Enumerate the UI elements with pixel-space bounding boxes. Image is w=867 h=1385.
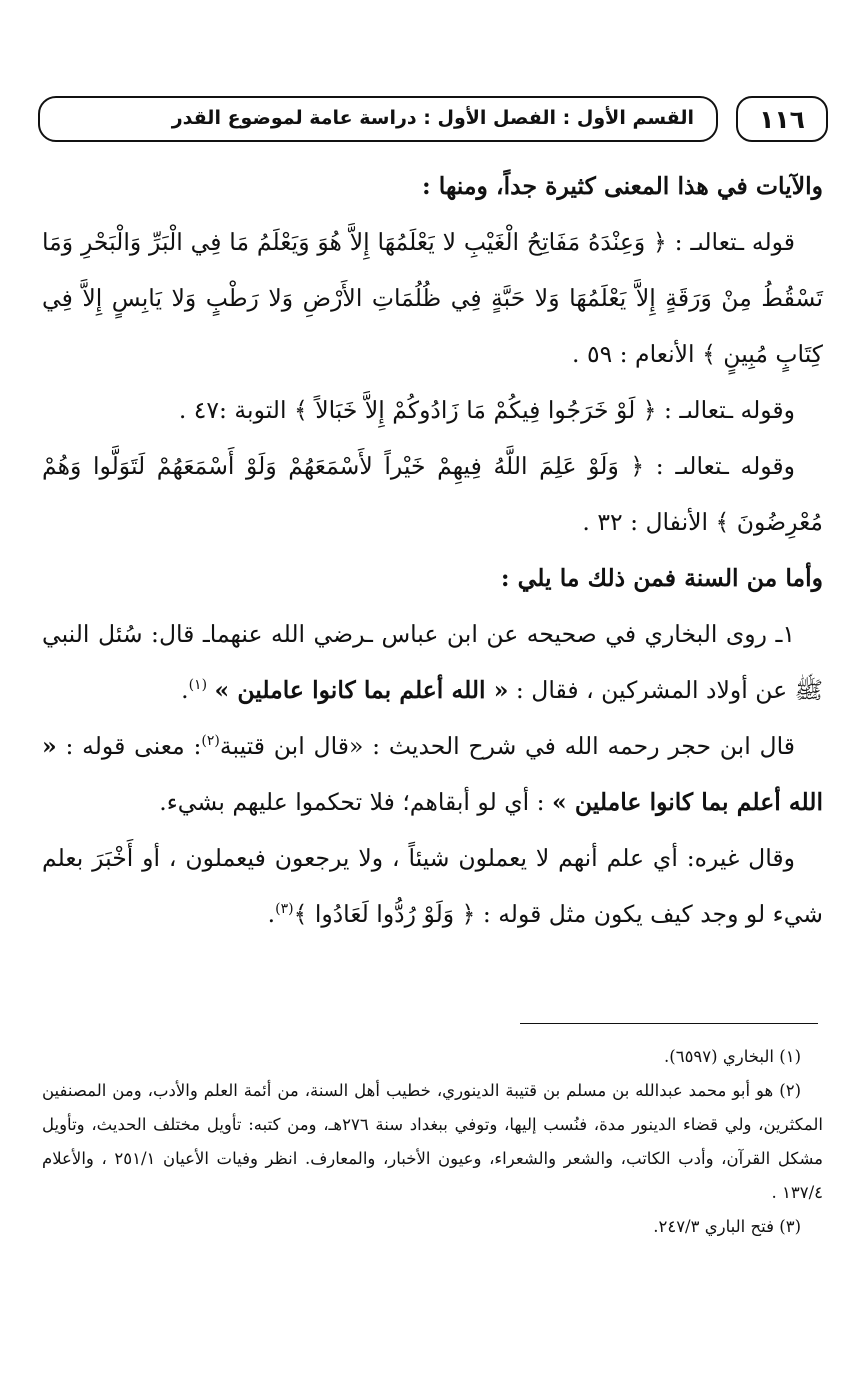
verse-reference: الأنفال : ٣٢ . (582, 508, 716, 536)
hadith-quote: « الله أعلم بما كانوا عاملين » (42, 732, 823, 816)
paragraph-verse-tawba (42, 382, 823, 438)
paragraph-sunnah-heading: وأما من السنة فمن ذلك ما يلي : (500, 564, 823, 592)
footnote-ref-3: (٣) (275, 901, 294, 918)
footnote-ref-2: (٢) (201, 733, 220, 750)
footnote-2: (٢) هو أبو محمد عبدالله بن مسلم بن قتيبة الدينوري، خطيب أهل السنة، من أئمة العلم والأدب، ومن المصنفين المكثرين، ولي قضاء الدينور مدة، فنُسب إليها، وتوفي ببغداد سنة ٢٧٦هـ، ومن كتبه: تأويل مختلف الحديث، وتأويل مشكل القرآن، وأدب الكاتب، والشعر والشعراء، وعيون الأخبار، والمعارف. انظر وفيات الأعيان ٢٥١/١ ، والأعلام ١٣٧/٤ . (42, 1081, 823, 1202)
commentary-text: : أي لو أبقاهم؛ فلا تحكموا عليهم بشيء. (159, 788, 552, 816)
commentary-text: : معنى قوله : (56, 732, 202, 760)
footnotes (42, 1040, 823, 1244)
page-number: ١١٦ (759, 105, 805, 134)
page-number-frame (736, 96, 828, 142)
paragraph-intro: والآيات في هذا المعنى كثيرة جداً، ومنها : (421, 172, 823, 200)
paragraph-hadith (42, 606, 823, 718)
verse-lead: وقوله ـتعالىـ : (644, 452, 796, 480)
main-text (42, 158, 823, 942)
quran-verse: ﴿ وَلَوْ رُدُّوا لَعَادُوا ﴾ (293, 900, 476, 928)
footnote-ref-1: (١) (188, 677, 208, 694)
running-title-frame (38, 96, 718, 142)
hadith-quote: « الله أعلم بما كانوا عاملين » (214, 676, 509, 704)
verse-lead: وقوله ـتعالىـ : (656, 396, 795, 424)
paragraph-ibn-hajar (42, 718, 823, 830)
verse-lead: قوله ـتعالىـ : (666, 228, 796, 256)
quran-verse: ﴿ وَلَوْ عَلِمَ اللَّهُ فِيهِمْ خَيْراً لأَسْمَعَهُمْ وَلَوْ أَسْمَعَهُمْ لَتَوَلَّوا وَهُمْ مُعْرِضُونَ ﴾ (42, 452, 823, 536)
footnote-3: (٣) فتح الباري ٢٤٧/٣. (653, 1217, 801, 1236)
verse-reference: الأنعام : ٥٩ . (572, 340, 703, 368)
verse-reference: التوبة :٤٧ . (178, 396, 294, 424)
commentary-text: وقال غيره: أي علم أنهم لا يعملون شيئاً ، ولا يرجعون فيعملون ، أو أَخْبَرَ بعلم شيء لو وجد كيف يكون مثل قوله : (42, 844, 823, 928)
punctuation: . (267, 900, 276, 928)
paragraph-verse-anfal (42, 438, 823, 550)
page-header (38, 96, 828, 146)
paragraph-verse-anam (42, 214, 823, 382)
paragraph-other-opinion (42, 830, 823, 942)
quran-verse: ﴿ وَعِنْدَهُ مَفَاتِحُ الْغَيْبِ لا يَعْلَمُهَا إِلاَّ هُوَ وَيَعْلَمُ مَا فِي الْبَرِّ وَالْبَحْرِ وَمَا تَسْقُطُ مِنْ وَرَقَةٍ إِلاَّ يَعْلَمُهَا وَلا حَبَّةٍ فِي ظُلُمَاتِ الأَرْضِ وَلا رَطْبٍ وَلا يَابِسٍ إِلاَّ فِي كِتَابٍ مُبِينٍ ﴾ (42, 228, 823, 368)
punctuation: . (181, 676, 189, 704)
footnote-1: (١) البخاري (٦٥٩٧). (664, 1047, 801, 1066)
running-title: القسم الأول : الفصل الأول : دراسة عامة لموضوع القدر (171, 107, 694, 129)
quran-verse: ﴿ لَوْ خَرَجُوا فِيكُمْ مَا زَادُوكُمْ إِلاَّ خَبَالاً ﴾ (293, 396, 657, 424)
footnote-separator (520, 1023, 818, 1024)
hadith-text: ١ـ روى البخاري في صحيحه عن ابن عباس ـرضي الله عنهماـ قال: سُئل النبي ﷺ عن أولاد المشركين ، فقال : (42, 620, 823, 704)
commentary-text: قال ابن حجر رحمه الله في شرح الحديث : «قال ابن قتيبة (219, 732, 795, 760)
